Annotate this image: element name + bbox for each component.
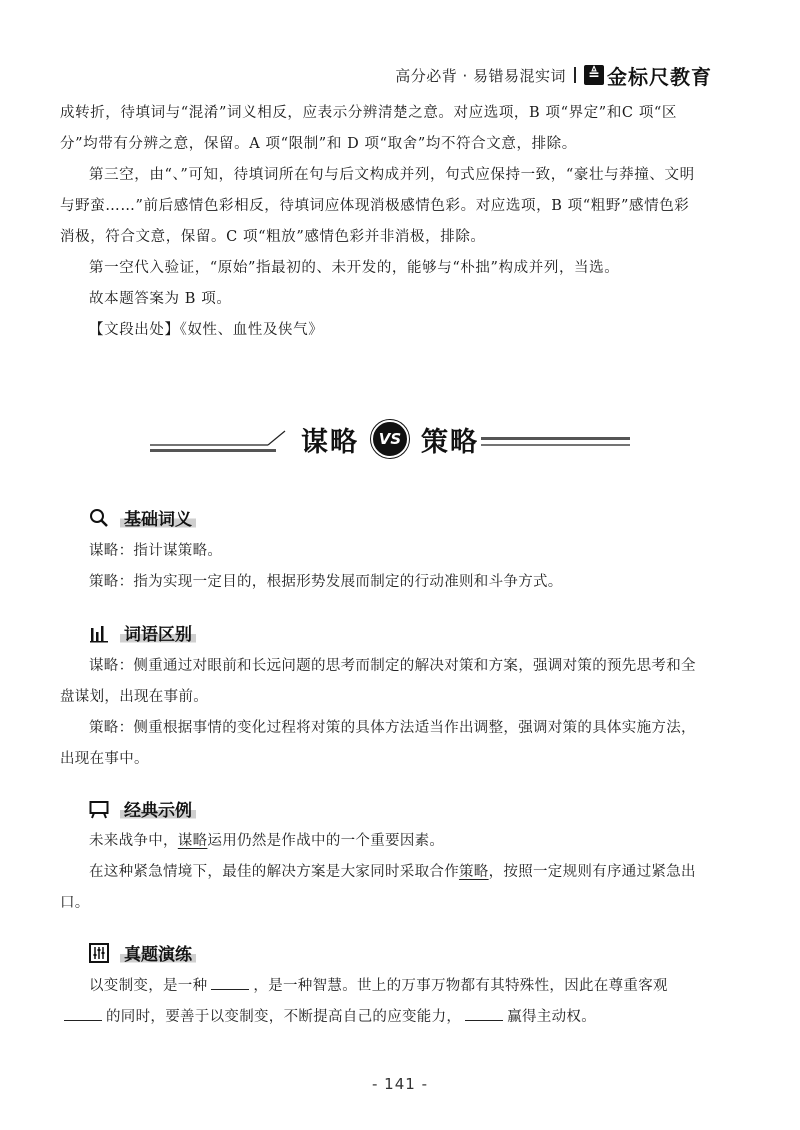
board-icon xyxy=(88,798,110,820)
brand xyxy=(584,61,712,90)
text: ，按照一定规则有序通过紧急出口。 xyxy=(60,864,696,911)
section-title: 真题演练 xyxy=(120,940,196,965)
section-classic-examples xyxy=(88,796,196,821)
magnifier-icon xyxy=(88,507,110,529)
text: 的同时，要善于以变制变，不断提高自己的应变能力， xyxy=(106,1009,462,1025)
page-number: - 141 - xyxy=(372,1075,428,1093)
example-sentence xyxy=(60,826,710,857)
section-title: 基础词义 xyxy=(120,505,196,530)
section-word-difference xyxy=(88,620,196,645)
right-word: 策略 xyxy=(419,420,481,459)
paragraph: 第三空，由“、”可知，待填词所在句与后文构成并列，句式应保持一致，“豪壮与莽撞、文明与野蛮……”前后感情色彩相反，待填词应体现消极感情色彩。对应选项，B 项“粗野”感情色彩消极，符合文意，保留。C 项“粗放”感情色彩并非消极，排除。 xyxy=(60,167,695,245)
paragraph: 第一空代入验证，“原始”指最初的、未开发的，能够与“朴拙”构成并列，当选。 xyxy=(89,260,620,276)
text: 以变制变，是一种 xyxy=(89,978,208,994)
text: 在这种紧急情境下，最佳的解决方案是大家同时采取合作 xyxy=(89,864,459,880)
section-title: 经典示例 xyxy=(120,796,196,821)
word-difference-body xyxy=(60,651,710,775)
running-header xyxy=(395,62,712,88)
paragraph: 成转折，待填词与“混淆”词义相反，应表示分辨清楚之意。对应选项，B 项“界定”和C 项“区分”均带有分辨之意，保留。A 项“限制”和 D 项“取舍”均不符合文意，排除。 xyxy=(60,105,678,152)
brand-name: 金标尺教育 xyxy=(607,64,712,89)
practice-question xyxy=(60,971,710,1033)
sliders-icon xyxy=(88,942,110,964)
header-separator xyxy=(574,67,576,83)
bar-chart-icon xyxy=(88,622,110,644)
difference-line: 谋略：侧重通过对眼前和长远问题的思考而制定的解决对策和方案，强调对策的预先思考和全盘谋划，出现在事前。 xyxy=(60,658,696,705)
blank-1[interactable] xyxy=(211,975,249,990)
difference-line: 策略：侧重根据事情的变化过程将对策的具体方法适当作出调整，强调对策的具体实施方法，出现在事中。 xyxy=(60,720,696,767)
definition-line: 谋略：指计谋策略。 xyxy=(89,543,223,559)
text: 未来战争中， xyxy=(89,833,178,849)
word-pair-title xyxy=(150,415,630,470)
vs-badge: VS xyxy=(371,420,409,458)
title-row xyxy=(150,419,630,459)
definition-line: 策略：指为实现一定目的，根据形势发展而制定的行动准则和斗争方式。 xyxy=(89,574,563,590)
exam-practice-body xyxy=(60,971,710,1033)
underlined-word: 策略 xyxy=(459,864,489,880)
series-title: 高分必背 · 易错易混实词 xyxy=(395,66,566,85)
text: 赢得主动权。 xyxy=(507,1009,597,1025)
section-basic-meaning xyxy=(88,505,196,530)
section-exam-practice xyxy=(88,940,196,965)
blank-3[interactable] xyxy=(465,1006,503,1021)
basic-meaning-body xyxy=(60,536,710,598)
answer-line: 故本题答案为 B 项。 xyxy=(89,291,232,307)
source-citation: 【文段出处】《奴性、血性及侠气》 xyxy=(89,322,324,338)
underlined-word: 谋略 xyxy=(177,833,208,849)
brand-logo-icon: ≜ xyxy=(584,65,604,85)
text: 运用仍然是作战中的一个重要因素。 xyxy=(207,833,445,849)
text: ，是一种智慧。世上的万事万物都有其特殊性，因此在尊重客观 xyxy=(253,978,668,994)
blank-2[interactable] xyxy=(64,1006,102,1021)
left-word: 谋略 xyxy=(299,420,361,459)
classic-examples-body xyxy=(60,826,710,919)
section-title: 词语区别 xyxy=(120,620,196,645)
example-sentence xyxy=(60,857,710,919)
previous-answer-explanation xyxy=(60,98,700,346)
